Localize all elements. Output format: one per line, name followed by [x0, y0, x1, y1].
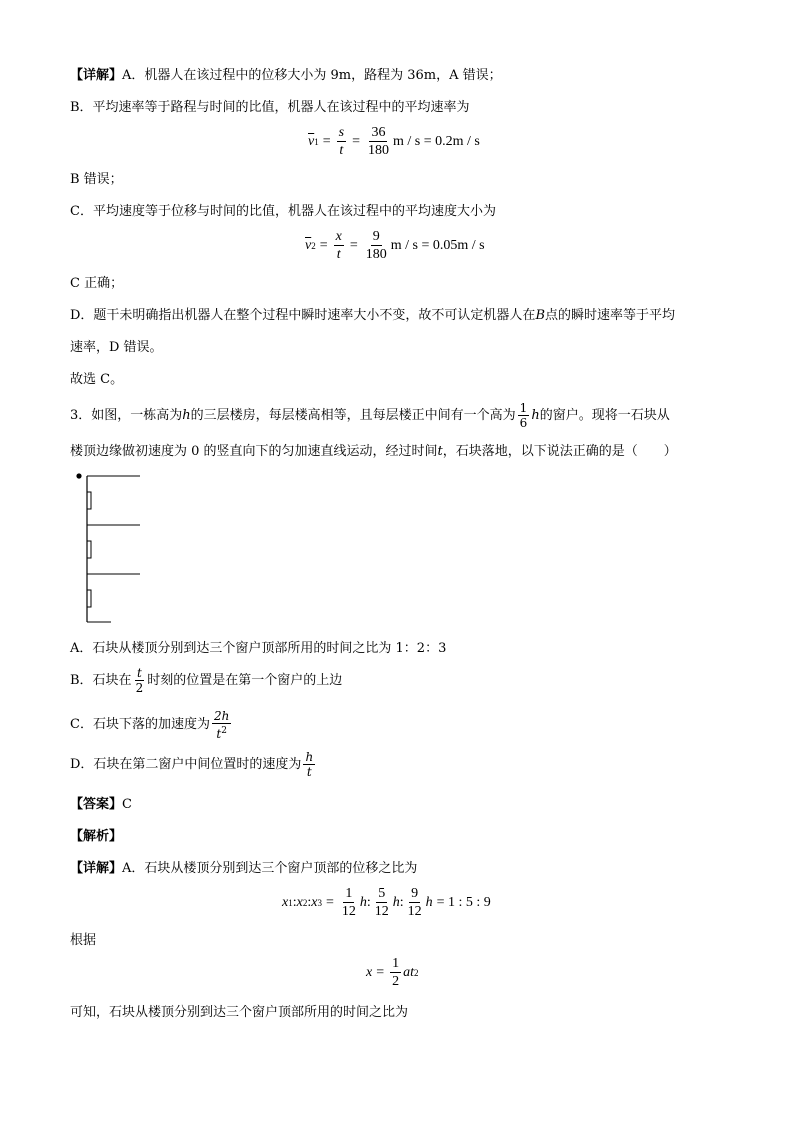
fraction-9-over-12: $\frac{9}{12}$: [407, 886, 422, 919]
option-b: B．石块在 $\frac{t}{2}$ 时刻的位置是在第一个窗户的上边: [70, 666, 343, 695]
line-d-part1: D．题干未明确指出机器人在整个过程中瞬时速率大小不变，故不可认定机器人在B点的瞬时速率等于平均: [70, 308, 676, 323]
fraction-s-over-t: $\frac{s}{t}$: [338, 125, 345, 158]
fraction-9-over-180: $\frac{9}{180}$: [365, 229, 387, 262]
fraction-2h-over-t2: $\frac{2h}{t^2}$: [213, 709, 230, 741]
equation-kinematics: x = $\frac{1}{2}$ a t 2: [366, 956, 419, 989]
option-a: A．石块从楼顶分别到达三个窗户顶部所用的时间之比为 1：2：3: [70, 641, 447, 656]
fraction-5-over-12: $\frac{5}{12}$: [374, 886, 389, 919]
equation-average-velocity: $\overline{v}$ 2 = $\frac{x}{t}$ = $\frac{9}{180}$ m / s = 0.05m / s: [305, 229, 485, 262]
line-choose-c: 故选 C。: [70, 372, 124, 387]
line-b-wrong: B 错误；: [70, 172, 123, 187]
equation-displacement-ratio: x 1 : x 2 : x 3 = $\frac{1}{12}$ h : $\frac{5}{12}$ h : $\frac{9}{12}$ h = 1 : 5 : 9: [282, 886, 491, 919]
line-c-correct: C 正确；: [70, 276, 124, 291]
detail-line-a: 【详解】A．机器人在该过程中的位移大小为 9m，路程为 36m，A 错误；: [70, 68, 502, 83]
fraction-1-over-2: $\frac{1}{2}$: [392, 956, 400, 989]
option-d: D．石块在第二窗户中间位置时的速度为 $\frac{h}{t}$: [70, 750, 314, 779]
stone-dot: [76, 473, 81, 478]
line-conclusion: 可知，石块从楼顶分别到达三个窗户顶部所用的时间之比为: [70, 1005, 409, 1020]
line-d-part2: 速率，D 错误。: [70, 340, 163, 355]
line-according: 根据: [70, 933, 97, 948]
answer-tag: 【答案】: [70, 797, 123, 812]
line-b-rate: B．平均速率等于路程与时间的比值，机器人在该过程中的平均速率为: [70, 100, 470, 115]
question-3-line1: 3．如图，一栋高为 h 的三层楼房，每层楼高相等，且每层楼正中间有一个高为 $\frac{1}{6}$ h 的窗户。现将一石块从: [70, 401, 670, 430]
fraction-t-over-2: $\frac{t}{2}$: [135, 666, 144, 695]
fraction-x-over-t: $\frac{x}{t}$: [335, 229, 342, 262]
detail-line-stone-a: 【详解】A．石块从楼顶分别到达三个窗户顶部的位移之比为: [70, 861, 418, 876]
analysis-tag: 【解析】: [70, 829, 123, 844]
building-diagram: [74, 472, 144, 626]
fraction-36-over-180: $\frac{36}{180}$: [367, 125, 389, 158]
detail-tag: 【详解】: [70, 68, 123, 83]
answer-value: C: [122, 797, 132, 812]
answer-line: [70, 797, 132, 813]
fraction-h-over-t: $\frac{h}{t}$: [305, 750, 314, 779]
fraction-1-over-6: $\frac{1}{6}$: [519, 401, 528, 430]
question-3-line2: 楼顶边缘做初速度为 0 的竖直向下的匀加速直线运动，经过时间t，石块落地，以下说法正确的是（ ）: [70, 444, 677, 459]
line-c-velocity: C．平均速度等于位移与时间的比值，机器人在该过程中的平均速度大小为: [70, 204, 496, 219]
option-c: C．石块下落的加速度为 $\frac{2h}{t^2}$: [70, 709, 230, 741]
fraction-1-over-12: $\frac{1}{12}$: [341, 886, 356, 919]
equation-average-rate: $\overline{v}$ 1 = $\frac{s}{t}$ = $\frac{36}{180}$ m / s = 0.2m / s: [308, 125, 480, 158]
